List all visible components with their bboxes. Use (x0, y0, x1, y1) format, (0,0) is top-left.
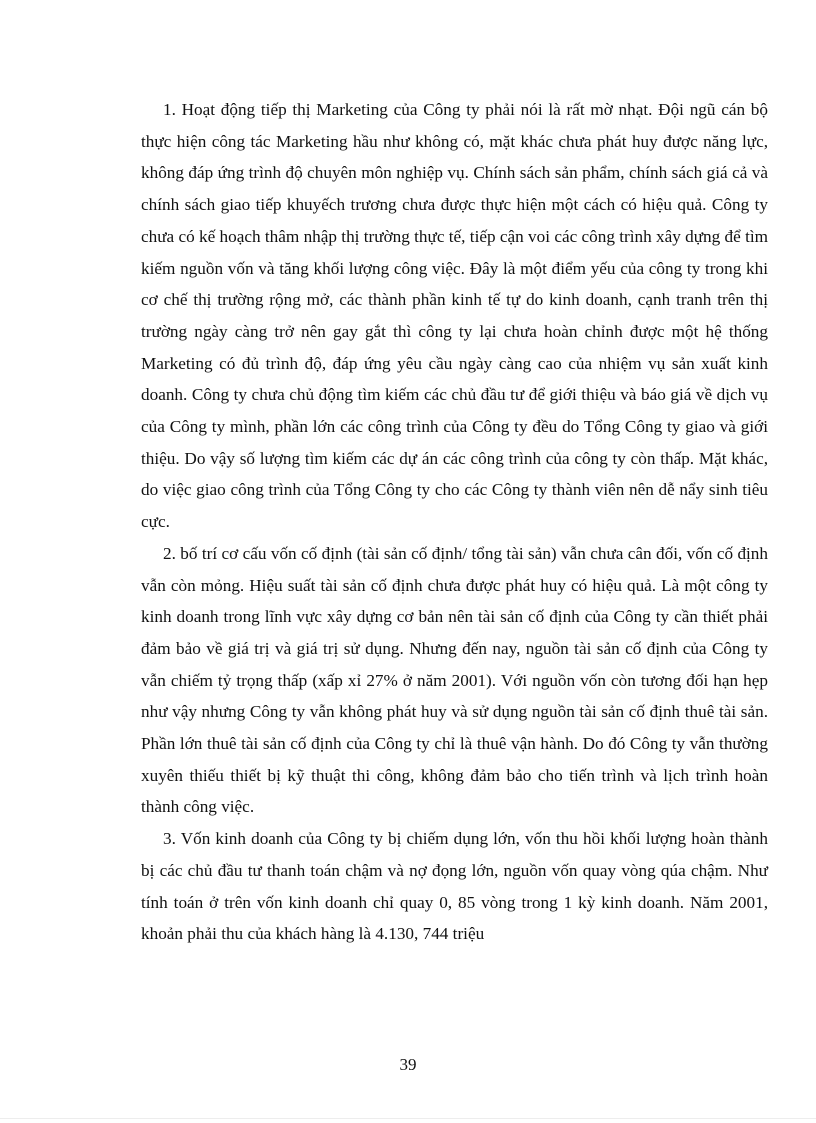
paragraph-1: 1. Hoạt động tiếp thị Marketing của Công ty phải nói là rất mờ nhạt. Đội ngũ cán bộ thực hiện công tác Marketing hầu như không có, mặt khác chưa phát huy được năng lực, không đáp ứng trình độ chuyên môn nghiệp vụ. Chính sách sản phẩm, chính sách giá cả và chính sách giao tiếp khuyếch trương chưa được thực hiện một cách có hiệu quả. Công ty chưa có kế hoạch thâm nhập thị trường thực tế, tiếp cận voi các công trình xây dựng để tìm kiếm nguồn vốn và tăng khối lượng công việc. Đây là một điểm yếu của công ty trong khi cơ chế thị trường rộng mở, các thành phần kinh tế tự do kinh doanh, cạnh tranh trên thị trường ngày càng trở nên gay gắt thì công ty lại chưa hoàn chỉnh được một hệ thống Marketing có đủ trình độ, đáp ứng yêu cầu ngày càng cao của nhiệm vụ sản xuất kinh doanh. Công ty chưa chủ động tìm kiếm các chủ đầu tư để giới thiệu và báo giá về dịch vụ của Công ty mình, phần lớn các công trình của Công ty đều do Tổng Công ty giao và giới thiệu. Do vậy số lượng tìm kiếm các dự án các công trình của công ty còn thấp. Mặt khác, do việc giao công trình của Tổng Công ty cho các Công ty thành viên nên dễ nẩy sinh tiêu cực. (141, 100, 768, 532)
bottom-divider (0, 1118, 816, 1119)
paragraph-2: 2. bố trí cơ cấu vốn cố định (tài sản cố định/ tổng tài sản) vẫn chưa cân đối, vốn cố định vẫn còn mỏng. Hiệu suất tài sản cố định chưa được phát huy có hiệu quả. Là một công ty kinh doanh trong lĩnh vực xây dựng cơ bản nên tài sản cố định của Công ty cần thiết phải đảm bảo về giá trị và giá trị sử dụng. Nhưng đến nay, nguồn tài sản cố định của Công ty vẫn chiếm tỷ trọng thấp (xấp xỉ 27% ở năm 2001). Với nguồn vốn còn tương đối hạn hẹp như vậy nhưng Công ty vẫn không phát huy và sử dụng nguồn tài sản cố định thuê tài sản. Phần lớn thuê tài sản cố định của Công ty chỉ là thuê vận hành. Do đó Công ty vẫn thường xuyên thiếu thiết bị kỹ thuật thi công, không đảm bảo cho tiến trình và lịch trình hoàn thành công việc. (141, 543, 768, 817)
page-number: 39 (399, 1055, 417, 1074)
document-body (141, 94, 768, 950)
paragraph-3: 3. Vốn kinh doanh của Công ty bị chiếm dụng lớn, vốn thu hồi khối lượng hoàn thành bị các chủ đầu tư thanh toán chậm và nợ đọng lớn, nguồn vốn quay vòng qúa chậm. Như tính toán ở trên vốn kinh doanh chỉ quay 0, 85 vòng trong 1 kỳ kinh doanh. Năm 2001, khoản phải thu của khách hàng là 4.130, 744 triệu (141, 829, 768, 944)
